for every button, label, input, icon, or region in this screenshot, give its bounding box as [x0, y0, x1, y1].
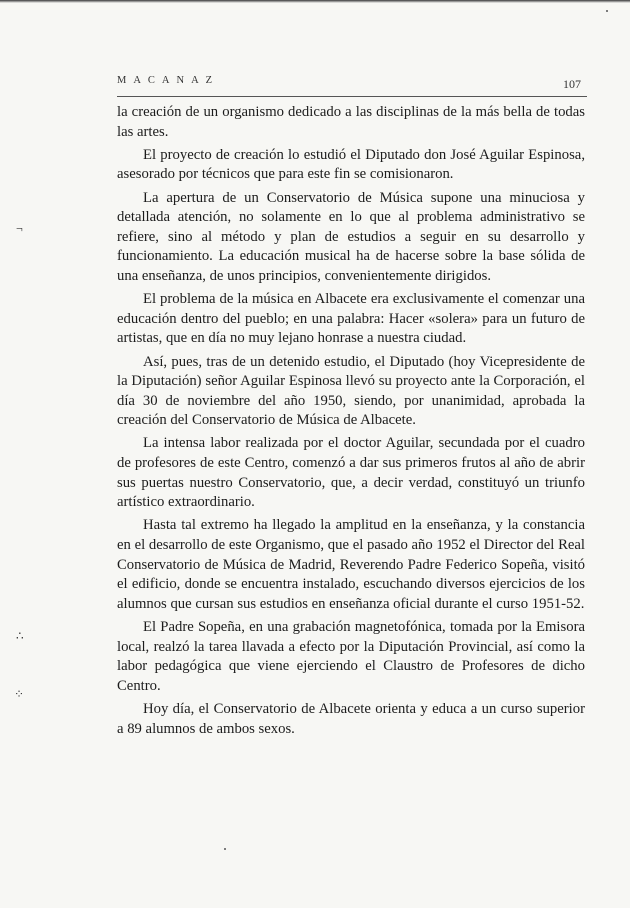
- margin-mark: ∴: [16, 629, 24, 643]
- page-header: [117, 75, 587, 93]
- paragraph-1: la creación de un organismo dedicado a las disciplinas de la más bella de todas las artes.: [117, 104, 585, 140]
- paragraph-7: Hasta tal extremo ha llegado la amplitud en la enseñanza, y la constancia en el desarrollo de este Organismo, que el pasado año 1952 el Director del Real Conservatorio de Música de Madrid, Reverendo Padre Federico Sopeña, visitó el edificio, donde se encuentra instalado, escuchando diversos ejercicios de los alumnos que cursan sus estudios en enseñanza oficial durante el curso 1951-52.: [117, 517, 585, 612]
- running-title: MACANAZ: [117, 75, 220, 86]
- paragraph-8: El Padre Sopeña, en una grabación magnetofónica, tomada por la Emisora local, realzó la tarea llavada a efecto por la Diputación Provincial, así como la labor pedagógica que viene ejerciendo el Claustro de Profesores de dicho Centro.: [117, 619, 585, 694]
- paragraph-4: El problema de la música en Albacete era exclusivamente el comenzar una educación dentro del pueblo; en una palabra: Hacer «solera» para un futuro de artistas, que en día no muy lejano honrase a nuestra ciudad.: [117, 291, 585, 347]
- paragraph-3: La apertura de un Conservatorio de Música supone una minuciosa y detallada atención, no solamente en lo que al problema administrativo se refiere, sino al método y plan de estudios a seguir en su desarrollo y funcionamiento. La educación musical ha de hacerse sobre la base sólida de una enseñanza, de unos principios, convenientemente dirigidos.: [117, 189, 585, 284]
- margin-mark: ⁘: [14, 687, 25, 701]
- paragraph-2: El proyecto de creación lo estudió el Diputado don José Aguilar Espinosa, asesorado por técnicos que para este fin se comisionaron.: [117, 146, 585, 183]
- header-rule: [117, 96, 587, 97]
- page-number: 107: [563, 77, 581, 91]
- scan-speck: [606, 10, 608, 12]
- paragraph-6: La intensa labor realizada por el doctor Aguilar, secundada por el cuadro de profesores de este Centro, comenzó a dar sus primeros frutos al año de abrir sus puertas nuestro Conservatorio, que, a decir verdad, constituyó un triunfo artístico extraordinario.: [117, 435, 585, 511]
- body-text: [117, 103, 585, 743]
- paragraph-5: Así, pues, tras de un detenido estudio, el Diputado (hoy Vicepresidente de la Diputación) señor Aguilar Espinosa llevó su proyecto ante la Corporación, el día 30 de noviembre del año 1950, siendo, por unanimidad, aprobada la creación del Conservatorio de Música de Albacete.: [117, 353, 585, 429]
- paragraph-9: Hoy día, el Conservatorio de Albacete orienta y educa a un curso superior a 89 alumnos de ambos sexos.: [117, 700, 585, 737]
- scan-speck: [224, 848, 226, 850]
- margin-mark: ¬: [16, 221, 23, 235]
- scan-edge-shadow: [0, 0, 630, 3]
